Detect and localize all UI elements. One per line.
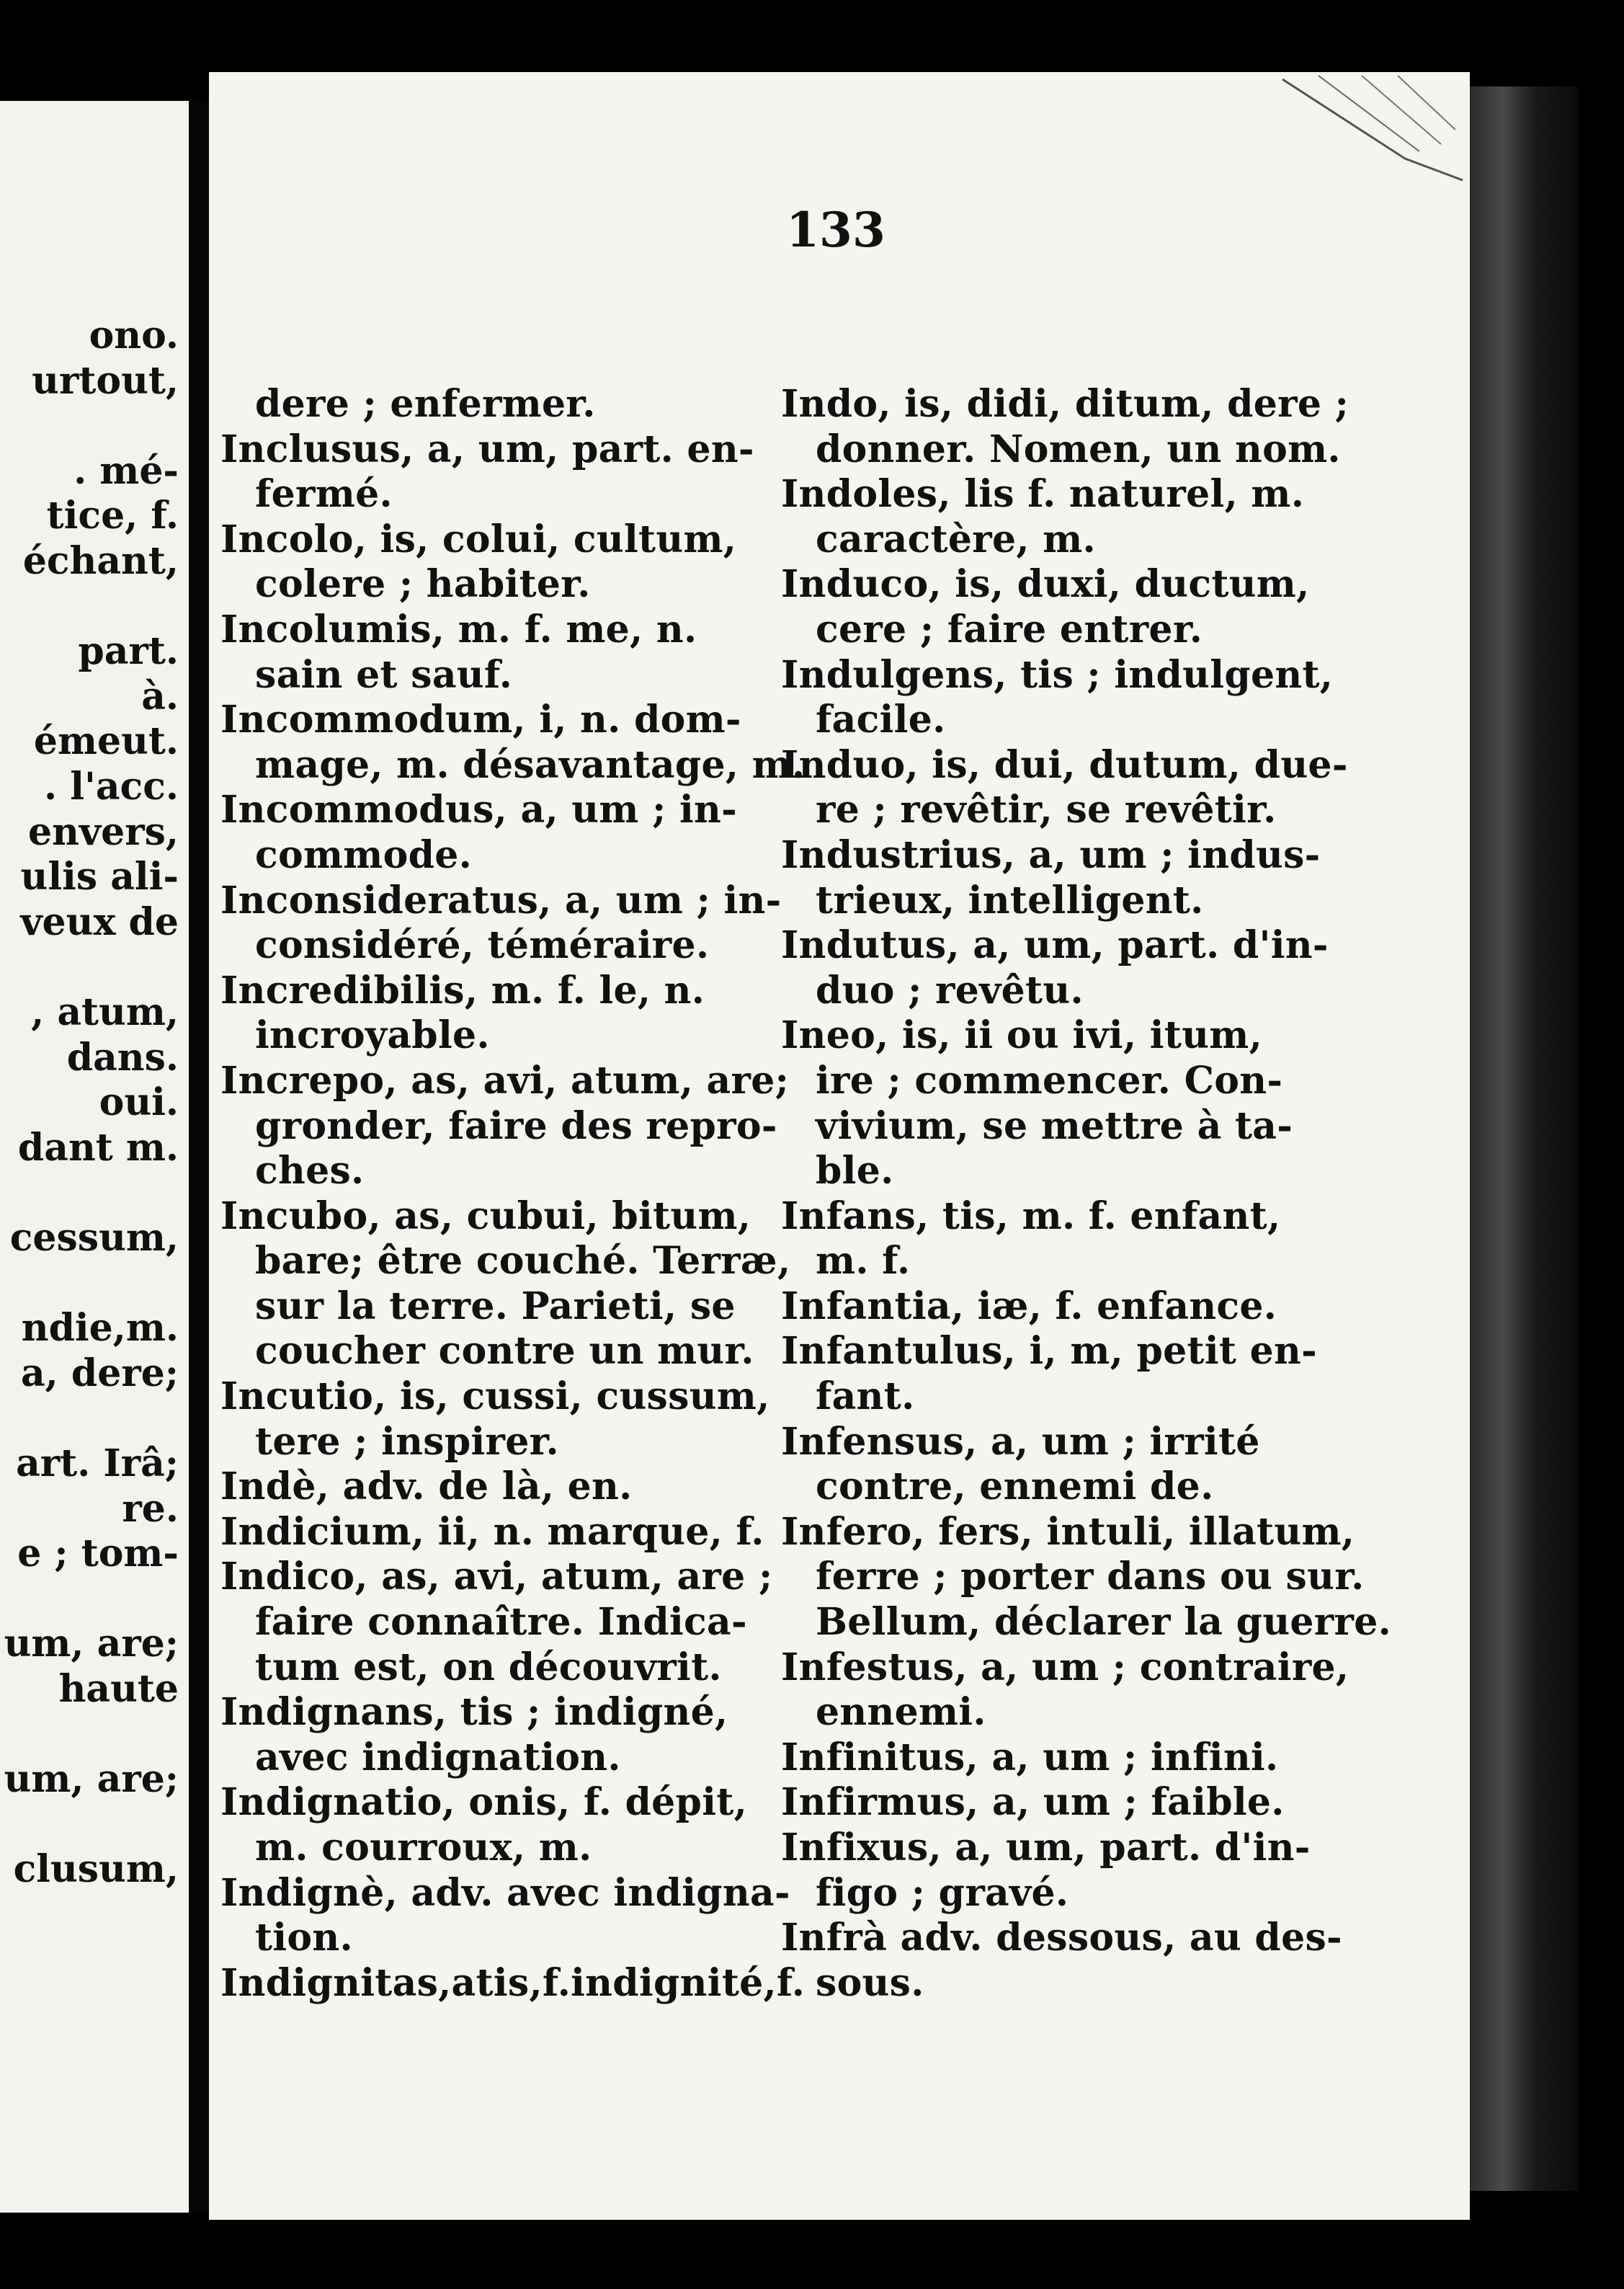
previous-page-line: tice, f. (46, 494, 179, 538)
dictionary-line: Ineo, is, ii ou ivi, itum, (781, 1013, 1262, 1058)
dictionary-line: colere ; habiter. (255, 562, 591, 607)
dictionary-line: dere ; enfermer. (255, 382, 596, 426)
previous-page-line: art. Irâ; (16, 1441, 179, 1485)
dictionary-line: Incommodum, i, n. dom- (220, 698, 741, 742)
dictionary-line: ire ; commencer. Con- (816, 1058, 1283, 1103)
dictionary-line: Infensus, a, um ; irrité (781, 1419, 1260, 1464)
dictionary-line: Indulgens, tis ; indulgent, (781, 652, 1334, 697)
dictionary-line: tum est, on découvrit. (255, 1645, 722, 1689)
previous-page-line: e ; tom- (17, 1532, 179, 1576)
dictionary-line: ferre ; porter dans ou sur. (816, 1555, 1365, 1599)
dictionary-line: figo ; gravé. (816, 1870, 1069, 1915)
dictionary-line: Incommodus, a, um ; in- (220, 788, 738, 832)
previous-page-line: dant m. (17, 1125, 179, 1170)
dictionary-line: commode. (255, 832, 473, 877)
dictionary-line: Infantia, iæ, f. enfance. (781, 1284, 1277, 1328)
previous-page-line: urtout, (32, 358, 179, 403)
previous-page-line: veux de (20, 899, 179, 944)
dictionary-line: Indignatio, onis, f. dépit, (220, 1780, 747, 1825)
dictionary-line: considéré, téméraire. (255, 923, 710, 968)
dictionary-line: facile. (816, 698, 946, 742)
dictionary-line: Inconsideratus, a, um ; in- (220, 878, 782, 923)
corner-fold-mark (1275, 72, 1470, 187)
dictionary-line: Indutus, a, um, part. d'in- (781, 923, 1329, 968)
previous-page-line: dans. (66, 1035, 179, 1080)
dictionary-line: bare; être couché. Terræ, (255, 1239, 791, 1284)
previous-page-line: re. (122, 1486, 179, 1531)
dictionary-line: Incutio, is, cussi, cussum, (220, 1374, 770, 1419)
previous-page-line: ulis ali- (20, 855, 179, 899)
dictionary-line: Indo, is, didi, ditum, dere ; (781, 382, 1349, 426)
dictionary-line: Infirmus, a, um ; faible. (781, 1780, 1285, 1825)
dictionary-line: mage, m. désavantage, m. (255, 742, 806, 787)
dictionary-line: Infestus, a, um ; contraire, (781, 1645, 1349, 1689)
dictionary-line: Incubo, as, cubui, bitum, (220, 1194, 751, 1238)
previous-page-line: . mé- (73, 448, 179, 493)
dictionary-line: coucher contre un mur. (255, 1329, 754, 1374)
dictionary-line: Induco, is, duxi, ductum, (781, 562, 1310, 607)
dictionary-line: Infrà adv. dessous, au des- (781, 1916, 1342, 1960)
dictionary-line: Inclusus, a, um, part. en- (220, 427, 754, 471)
dictionary-line: Indignè, adv. avec indigna- (220, 1870, 790, 1915)
left-column (220, 382, 806, 2006)
previous-page-line: , atum, (31, 990, 179, 1034)
dictionary-line: Industrius, a, um ; indus- (781, 832, 1321, 877)
dictionary-line: cere ; faire entrer. (816, 607, 1203, 652)
previous-page-line: haute (58, 1667, 179, 1711)
dictionary-line: faire connaître. Indica- (255, 1600, 747, 1645)
dictionary-line: Indignitas,atis,f.indignité,f. (220, 1960, 806, 2005)
dictionary-line: Incolo, is, colui, cultum, (220, 517, 737, 561)
previous-page-line: à. (141, 674, 179, 719)
dictionary-line: ennemi. (816, 1690, 986, 1735)
dictionary-line: Incredibilis, m. f. le, n. (220, 968, 705, 1013)
dictionary-line: sain et sauf. (255, 652, 513, 697)
dictionary-line: avec indignation. (255, 1735, 621, 1779)
dictionary-line: gronder, faire des repro- (255, 1103, 777, 1148)
previous-page-line: um, are; (4, 1757, 179, 1802)
dictionary-line: Infinitus, a, um ; infini. (781, 1735, 1279, 1779)
dictionary-line: sur la terre. Parieti, se (255, 1284, 736, 1328)
book-gutter (189, 101, 209, 2213)
dictionary-page (209, 72, 1470, 2220)
previous-page-line: um, are; (4, 1622, 179, 1666)
previous-page-edge (0, 101, 189, 2213)
dictionary-line: Bellum, déclarer la guerre. (816, 1600, 1391, 1645)
dictionary-line: Infixus, a, um, part. d'in- (781, 1826, 1311, 1870)
previous-page-line: . l'acc. (43, 765, 179, 809)
previous-page-line: envers, (28, 809, 179, 854)
dictionary-line: Indico, as, avi, atum, are ; (220, 1555, 773, 1599)
dictionary-line: Indicium, ii, n. marque, f. (220, 1509, 764, 1554)
previous-page-line: part. (78, 629, 179, 674)
dictionary-line: donner. Nomen, un nom. (816, 427, 1341, 471)
dictionary-line: ble. (816, 1149, 894, 1194)
previous-page-line: oui. (99, 1080, 179, 1125)
dictionary-line: Incolumis, m. f. me, n. (220, 607, 697, 652)
dictionary-line: caractère, m. (816, 517, 1096, 561)
dictionary-line: Indoles, lis f. naturel, m. (781, 472, 1305, 517)
dictionary-line: duo ; revêtu. (816, 968, 1084, 1013)
previous-page-line: échant, (22, 539, 179, 583)
dictionary-line: Infero, fers, intuli, illatum, (781, 1509, 1355, 1554)
dictionary-line: m. courroux, m. (255, 1826, 592, 1870)
dictionary-line: incroyable. (255, 1013, 490, 1058)
dictionary-line: m. f. (816, 1239, 911, 1284)
book-page-edges (1470, 86, 1578, 2191)
dictionary-line: trieux, intelligent. (816, 878, 1204, 923)
previous-page-line: ndie,m. (21, 1306, 179, 1351)
dictionary-line: tion. (255, 1916, 353, 1960)
dictionary-line: Infans, tis, m. f. enfant, (781, 1194, 1281, 1238)
page-number: 133 (786, 202, 885, 258)
dictionary-line: fant. (816, 1374, 915, 1419)
dictionary-line: re ; revêtir, se revêtir. (816, 788, 1277, 832)
dictionary-line: Induo, is, dui, dutum, due- (781, 742, 1348, 787)
dictionary-line: vivium, se mettre à ta- (816, 1103, 1293, 1148)
dictionary-line: Indè, adv. de là, en. (220, 1464, 633, 1509)
previous-page-line: émeut. (33, 719, 179, 764)
previous-page-line: cessum, (9, 1216, 179, 1260)
dictionary-line: ches. (255, 1149, 365, 1194)
dictionary-line: Increpo, as, avi, atum, are; (220, 1058, 790, 1103)
dictionary-line: sous. (816, 1960, 924, 2005)
right-column (781, 382, 1422, 2006)
dictionary-line: Indignans, tis ; indigné, (220, 1690, 728, 1735)
dictionary-line: Infantulus, i, m, petit en- (781, 1329, 1317, 1374)
dictionary-line: fermé. (255, 472, 393, 517)
dictionary-line: tere ; inspirer. (255, 1419, 559, 1464)
previous-page-line: a, dere; (20, 1351, 179, 1395)
previous-page-line: clusum, (13, 1847, 179, 1892)
previous-page-line: ono. (89, 314, 179, 357)
dictionary-line: contre, ennemi de. (816, 1464, 1214, 1509)
